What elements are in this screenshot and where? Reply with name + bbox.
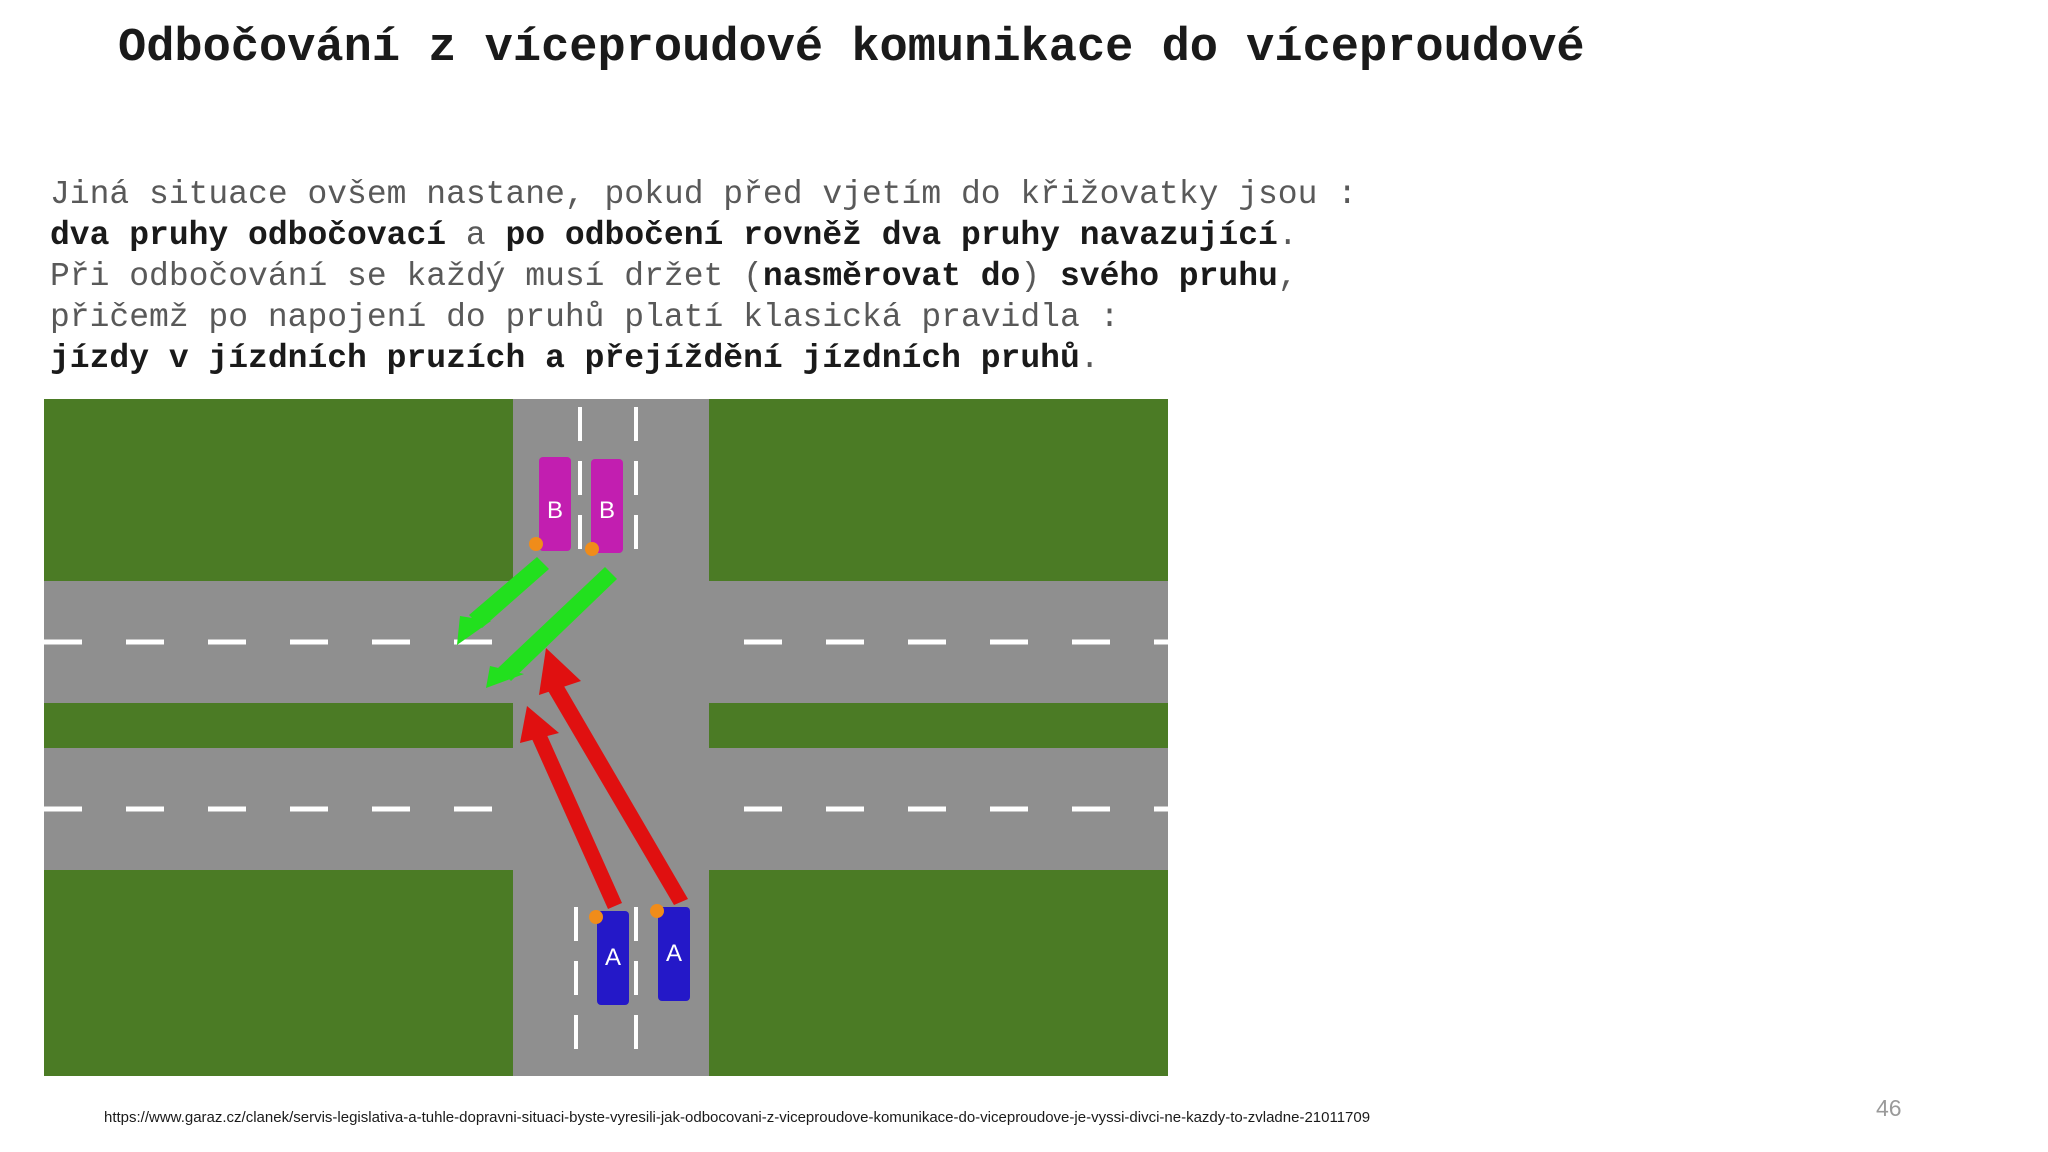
car-b-right-indicator <box>585 542 599 556</box>
bold-two-continuing-lanes: po odbočení rovněž dva pruhy navazující <box>505 217 1278 254</box>
body-text-fragment: , <box>1277 258 1298 295</box>
slide-body-text <box>50 174 1450 379</box>
body-text-fragment: Při odbočování se každý musí držet ( <box>50 258 763 295</box>
bold-two-turn-lanes: dva pruhy odbočovací <box>50 217 447 254</box>
car-b-left-indicator <box>529 537 543 551</box>
body-text-fragment: a <box>446 217 506 254</box>
car-a-right-indicator <box>650 904 664 918</box>
body-line-4: přičemž po napojení do pruhů platí klasická pravidla : <box>50 299 1120 336</box>
body-line-5 <box>50 338 1450 379</box>
bold-lane-rules: jízdy v jízdních pruzích a přejíždění jízdních pruhů <box>50 340 1080 377</box>
page-number: 46 <box>1876 1095 1902 1121</box>
intersection-svg <box>44 399 1168 1076</box>
car-a-left-indicator <box>589 910 603 924</box>
car-a-right-label: A <box>665 940 683 967</box>
intersection-diagram <box>44 399 1168 1076</box>
bold-direct-into: nasměrovat do <box>762 258 1021 295</box>
body-text-fragment: . <box>1277 217 1298 254</box>
slide-title: Odbočování z víceproudové komunikace do víceproudové <box>118 22 1585 75</box>
car-b-right-label: B <box>598 497 616 524</box>
body-text-fragment: . <box>1079 340 1100 377</box>
body-text-fragment: ) <box>1020 258 1060 295</box>
bold-own-lane: svého pruhu <box>1059 258 1278 295</box>
body-line-2 <box>50 215 1450 256</box>
car-b-left-label: B <box>546 497 564 524</box>
source-url: https://www.garaz.cz/clanek/servis-legislativa-a-tuhle-dopravni-situaci-byste-vyresili-jak-odbocovani-z-viceproudove-komunikace-do-viceproudove-je-vyssi-divci-ne-kazdy-to-zvladne-21011709 <box>104 1109 1371 1126</box>
body-line-1: Jiná situace ovšem nastane, pokud před vjetím do křižovatky jsou : <box>50 176 1358 213</box>
body-line-3 <box>50 256 1450 297</box>
car-a-left-label: A <box>604 944 622 971</box>
